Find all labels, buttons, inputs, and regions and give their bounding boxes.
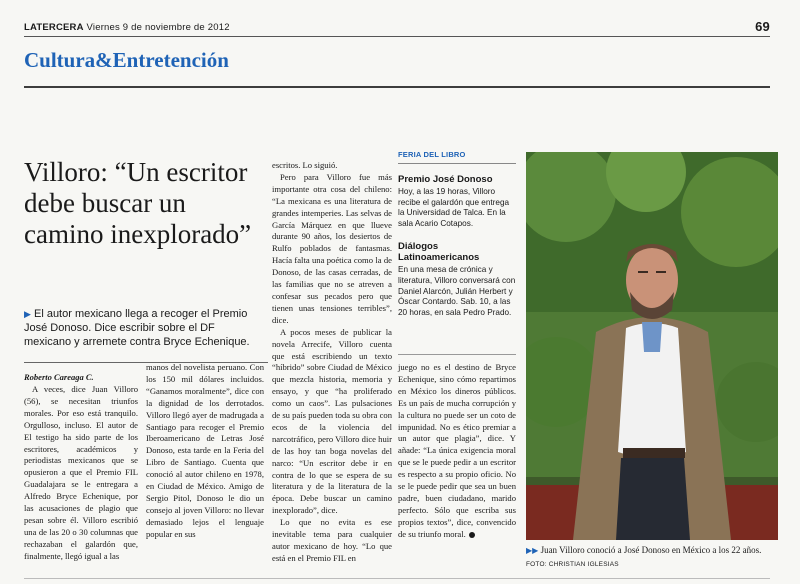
body-column-4 bbox=[398, 362, 516, 541]
body-paragraph-text: juego no es el destino de Bryce Echenique, sino cómo repartimos en México los dineros públicos. Es un país de mucha corrupción y la cultura no puede ser un coto de impunidad. No es ético premiar a un autor que plagia”, dice. Y añade: “La única exigencia moral que se le puede pedir a un escritor es respecto a su propio oficio. No se le puede pedir que sea un buen padre, buen ciudadano, marido perfecto. Sólo que escriba sus propios textos”, dice, convencido de su triunfo moral. bbox=[398, 362, 516, 539]
triangle-bullet-icon: ▶▶ bbox=[526, 546, 539, 555]
body-paragraph: A veces, dice Juan Villoro (56), se necesitan triunfos morales. Por eso está tranquilo. Orgulloso, incluso. El autor de El testigo ha sido parte de los escritores, académicos y periodistas mexicanos que se opusieron a que el Premio FIL Guadalajara se le entregara a Alfredo Bryce Echenique, por las acusaciones de plagio que pesan sobre él. Villoro escribió una de las 20 o 30 columnas que rechazaban el galardón que, finalmente, llegó igual a las bbox=[24, 384, 138, 561]
page-number: 69 bbox=[755, 19, 770, 34]
bottom-rule bbox=[24, 578, 770, 579]
article-deck bbox=[24, 307, 264, 349]
sidebar-rule bbox=[398, 163, 516, 164]
sidebar-item-title: Premio José Donoso bbox=[398, 174, 493, 185]
body-column-3 bbox=[272, 160, 392, 565]
author-photo-illustration bbox=[526, 152, 778, 540]
sidebar-box bbox=[398, 150, 516, 318]
sidebar-item-text: En una mesa de crónica y literatura, Villoro conversará con Daniel Alarcón, Julián Herbert y Óscar Contardo. Sab. 10, a las 20 horas, en sala Pedro Prado. bbox=[398, 265, 516, 317]
sidebar-item-title: Diálogos Latinoamericanos bbox=[398, 241, 480, 264]
body-paragraph: Pero para Villoro fue más importante otra cosa del chileno: “La mexicana es una literatura de grandes intemperies. Las selvas de García Márquez en que llueve durante 90 años, los desiertos de Rulfo poblados de fantasmas. Hacía falta una poética como la de Donoso, de las casas cerradas, de las familias que no se atreven a confesar sus pecados pero que tienen unas tensiones terribles”, dice. bbox=[272, 171, 392, 325]
sidebar-item-text: Hoy, a las 19 horas, Villoro recibe el galardón que entrega la Universidad de Talca. En la sala Acario Cotapos. bbox=[398, 187, 510, 228]
body-paragraph: Lo que no evita es ese inevitable tema para cualquier autor mexicano de hoy. “Lo que está en el Premio FIL en bbox=[272, 517, 392, 563]
body-column-1 bbox=[24, 384, 138, 563]
section-title: Cultura&Entretención bbox=[24, 48, 229, 72]
body-paragraph bbox=[398, 362, 516, 541]
section-rule bbox=[24, 86, 770, 88]
issue-date: Viernes 9 de noviembre de 2012 bbox=[86, 22, 230, 33]
page-header bbox=[24, 19, 770, 40]
byline: Roberto Careaga C. bbox=[24, 372, 94, 382]
caption-text: Juan Villoro conoció a José Donoso en México a los 22 años. bbox=[540, 545, 762, 555]
header-rule bbox=[24, 36, 770, 37]
article-headline: Villoro: “Un escritor debe buscar un camino inexplorado” bbox=[24, 157, 252, 249]
sidebar-end-rule bbox=[398, 354, 516, 355]
author-photo bbox=[526, 152, 778, 540]
body-paragraph: escritos. Lo siguió. bbox=[272, 160, 338, 170]
end-mark-icon bbox=[469, 532, 475, 538]
newspaper-brand: LATERCERA bbox=[24, 22, 84, 33]
body-paragraph: A pocos meses de publicar la novela Arrecife, Villoro cuenta que está escribiendo un texto “híbrido” sobre Ciudad de México que mezcla historia, memoria y ensayo, y que “ha proliferado como un caos”. Las pulsaciones de su país pueden toda su obra con ecos de la violencia del narcotráfico, pero Villoro dice huir de las hoy tan boga novelas del narco: “Un escritor debe ir en contra de lo que se espera de su literatura y de la literatura de la época. Debe buscar un camino inexplorado”, dice. bbox=[272, 326, 392, 516]
photo-credit: FOTO: CHRISTIAN IGLESIAS bbox=[526, 561, 619, 568]
body-column-2 bbox=[146, 362, 264, 541]
triangle-bullet-icon: ▶ bbox=[24, 309, 31, 319]
sidebar-tag: FERIA DEL LIBRO bbox=[398, 150, 466, 159]
body-paragraph: manos del novelista peruano. Con los 150 mil dólares incluidos. “Ganamos moralmente”, dice con la dignidad de los derrotados. Villoro llegó ayer de madrugada a Santiago para recoger el Premio Iberoamericano de Letras José Donoso, esta tarde en la Feria del Libro de Santiago. Cuenta que conoció al autor chileno en 1978, en Ciudad de México. Amigo de Sergio Pitol, Donoso le dio un consejo al joven Villoro: no llevar demasiado lejos el lenguaje popular en sus bbox=[146, 362, 264, 539]
photo-caption bbox=[526, 544, 776, 571]
bleed-through-text bbox=[630, 48, 780, 128]
deck-text: El autor mexicano llega a recoger el Premio José Donoso. Dice escribir sobre el DF mexicano y arremete contra Bryce Echenique. bbox=[24, 308, 250, 348]
